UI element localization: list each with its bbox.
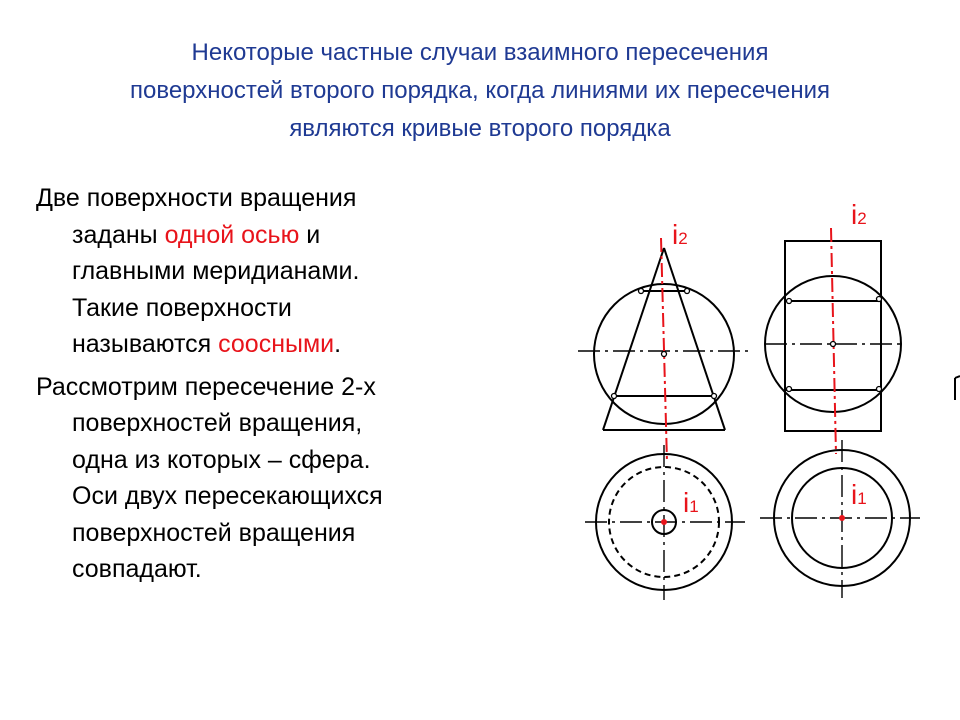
point-lower-left: [612, 394, 617, 399]
p2-line-3: одна из которых – сфера.: [72, 445, 371, 474]
p1-l2-text: заданы: [72, 220, 165, 249]
p2-line-5: поверхностей вращения: [72, 518, 356, 547]
axis-i2-left: [661, 238, 667, 462]
axis-point-i1-left: [661, 519, 667, 525]
p2-line-2: поверхностей вращения,: [72, 409, 363, 437]
point-cyl-upper-right: [877, 297, 882, 302]
title-line-2: поверхностей второго порядка, когда линиями их пересечения: [130, 77, 830, 104]
p1-line-4: Такие поверхности: [72, 293, 292, 322]
point-lower-right: [712, 394, 717, 399]
p2-line-1: Рассмотрим пересечение 2-х: [36, 372, 376, 401]
p1-line-1: Две поверхности вращения: [36, 184, 357, 212]
p2-line-4: Оси двух пересекающихся: [72, 482, 383, 510]
point-cyl-upper-left: [787, 299, 792, 304]
title-line-3: являются кривые второго порядка: [289, 115, 671, 142]
p1-l5-tail: .: [334, 330, 342, 358]
label-i2-right: i2: [851, 199, 867, 230]
cone-left-generatrix: [603, 248, 664, 430]
title-line-1: Некоторые частные случаи взаимного пересечения: [191, 39, 769, 66]
point-upper-right: [685, 289, 690, 294]
point-center-right: [831, 342, 836, 347]
highlight-one-axis: одной осью: [164, 220, 300, 249]
axis-point-i1-right: [839, 515, 845, 521]
p1-line-3: главными меридианами.: [72, 257, 360, 285]
cone-right-generatrix: [664, 248, 725, 430]
label-i2-left: i2: [672, 219, 688, 250]
label-i1-left: i1: [683, 487, 699, 518]
p1-l5-text: называются: [72, 330, 219, 358]
point-cyl-lower-right: [877, 387, 882, 392]
point-cyl-lower-left: [787, 387, 792, 392]
point-upper-left: [639, 289, 644, 294]
point-center-left: [662, 352, 667, 357]
label-i1-right: i1: [851, 479, 867, 510]
p2-line-6: совпадают.: [72, 555, 202, 583]
highlight-coaxial: соосными: [218, 330, 335, 358]
p1-l2-tail: и: [299, 220, 321, 249]
